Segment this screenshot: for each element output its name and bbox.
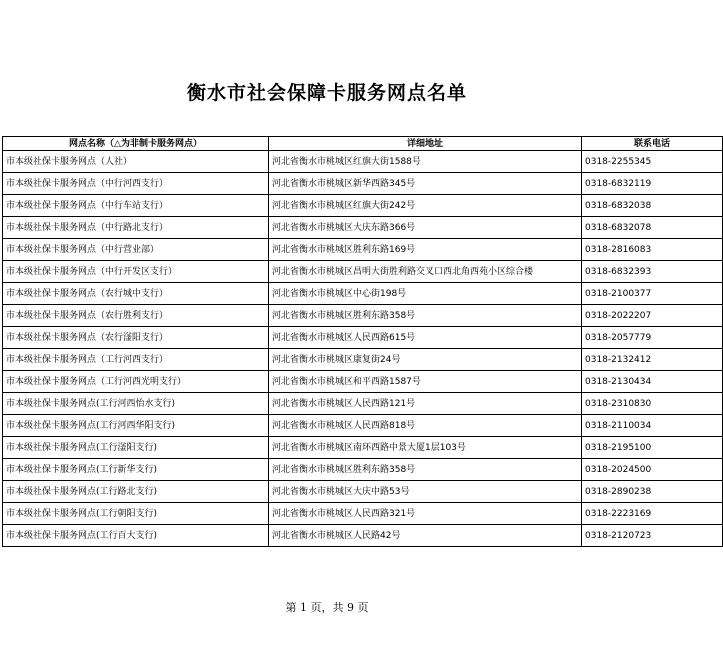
table-row <box>3 503 723 525</box>
phone-cell: 0318-2024500 <box>582 459 723 481</box>
name-cell: 市本级社保卡服务网点（工行河西光明支行） <box>3 371 269 393</box>
phone-cell: 0318-2816083 <box>582 239 723 261</box>
address-cell: 河北省衡水市桃城区大庆中路53号 <box>269 481 582 503</box>
table-row <box>3 371 723 393</box>
table-row <box>3 349 723 371</box>
name-cell: 市本级社保卡服务网点(工行朝阳支行) <box>3 503 269 525</box>
name-cell: 市本级社保卡服务网点(工行路北支行) <box>3 481 269 503</box>
phone-cell: 0318-2057779 <box>582 327 723 349</box>
name-cell: 市本级社保卡服务网点（农行滏阳支行） <box>3 327 269 349</box>
address-cell: 河北省衡水市桃城区中心街198号 <box>269 283 582 305</box>
address-cell: 河北省衡水市桃城区红旗大街1588号 <box>269 151 582 173</box>
page-title: 衡水市社会保障卡服务网点名单 <box>186 82 467 104</box>
table-row <box>3 305 723 327</box>
address-cell: 河北省衡水市桃城区人民西路321号 <box>269 503 582 525</box>
name-cell: 市本级社保卡服务网点（中行开发区支行） <box>3 261 269 283</box>
column-header-address: 详细地址 <box>269 137 582 151</box>
address-cell: 河北省衡水市桃城区康复街24号 <box>269 349 582 371</box>
table-row <box>3 327 723 349</box>
address-cell: 河北省衡水市桃城区胜利东路358号 <box>269 305 582 327</box>
address-cell: 河北省衡水市桃城区大庆东路366号 <box>269 217 582 239</box>
name-cell: 市本级社保卡服务网点（农行胜利支行） <box>3 305 269 327</box>
phone-cell: 0318-2195100 <box>582 437 723 459</box>
table-row <box>3 459 723 481</box>
name-cell: 市本级社保卡服务网点(工行滏阳支行) <box>3 437 269 459</box>
address-cell: 河北省衡水市桃城区红旗大街242号 <box>269 195 582 217</box>
phone-cell: 0318-2255345 <box>582 151 723 173</box>
name-cell: 市本级社保卡服务网点（农行城中支行） <box>3 283 269 305</box>
phone-cell: 0318-2100377 <box>582 283 723 305</box>
address-cell: 河北省衡水市桃城区人民西路615号 <box>269 327 582 349</box>
name-cell: 市本级社保卡服务网点（中行路北支行） <box>3 217 269 239</box>
table-row <box>3 393 723 415</box>
name-cell: 市本级社保卡服务网点（中行车站支行） <box>3 195 269 217</box>
address-cell: 河北省衡水市桃城区人民西路121号 <box>269 393 582 415</box>
column-header-name: 网点名称（△为非制卡服务网点） <box>3 137 269 151</box>
name-cell: 市本级社保卡服务网点（中行河西支行） <box>3 173 269 195</box>
address-cell: 河北省衡水市桃城区胜利东路358号 <box>269 459 582 481</box>
table-row <box>3 525 723 547</box>
name-cell: 市本级社保卡服务网点(工行河西华阳支行) <box>3 415 269 437</box>
phone-cell: 0318-2310830 <box>582 393 723 415</box>
table-row <box>3 173 723 195</box>
phone-cell: 0318-2890238 <box>582 481 723 503</box>
address-cell: 河北省衡水市桃城区人民路42号 <box>269 525 582 547</box>
phone-cell: 0318-2223169 <box>582 503 723 525</box>
table-row <box>3 261 723 283</box>
phone-cell: 0318-6832119 <box>582 173 723 195</box>
phone-cell: 0318-2022207 <box>582 305 723 327</box>
address-cell: 河北省衡水市桃城区胜利东路169号 <box>269 239 582 261</box>
table-row <box>3 437 723 459</box>
phone-cell: 0318-6832078 <box>582 217 723 239</box>
phone-cell: 0318-6832038 <box>582 195 723 217</box>
table-row <box>3 217 723 239</box>
table-row <box>3 195 723 217</box>
column-header-phone: 联系电话 <box>582 137 723 151</box>
name-cell: 市本级社保卡服务网点(工行新华支行) <box>3 459 269 481</box>
phone-cell: 0318-2130434 <box>582 371 723 393</box>
name-cell: 市本级社保卡服务网点（人社） <box>3 151 269 173</box>
name-cell: 市本级社保卡服务网点（中行营业部） <box>3 239 269 261</box>
phone-cell: 0318-2120723 <box>582 525 723 547</box>
address-cell: 河北省衡水市桃城区昌明大街胜利路交叉口西北角西苑小区综合楼 <box>269 261 582 283</box>
table-row <box>3 283 723 305</box>
table-header-row <box>3 137 723 151</box>
table-row <box>3 151 723 173</box>
address-cell: 河北省衡水市桃城区新华西路345号 <box>269 173 582 195</box>
table-row <box>3 481 723 503</box>
table-row <box>3 415 723 437</box>
table-row <box>3 239 723 261</box>
address-cell: 河北省衡水市桃城区南环西路中景大厦1层103号 <box>269 437 582 459</box>
service-point-table <box>2 136 723 547</box>
address-cell: 河北省衡水市桃城区人民西路818号 <box>269 415 582 437</box>
name-cell: 市本级社保卡服务网点（工行河西支行） <box>3 349 269 371</box>
address-cell: 河北省衡水市桃城区和平西路1587号 <box>269 371 582 393</box>
name-cell: 市本级社保卡服务网点(工行百大支行) <box>3 525 269 547</box>
page-footer: 第 1 页，共 9 页 <box>285 601 369 614</box>
phone-cell: 0318-2132412 <box>582 349 723 371</box>
phone-cell: 0318-6832393 <box>582 261 723 283</box>
phone-cell: 0318-2110034 <box>582 415 723 437</box>
name-cell: 市本级社保卡服务网点(工行河西怡水支行) <box>3 393 269 415</box>
